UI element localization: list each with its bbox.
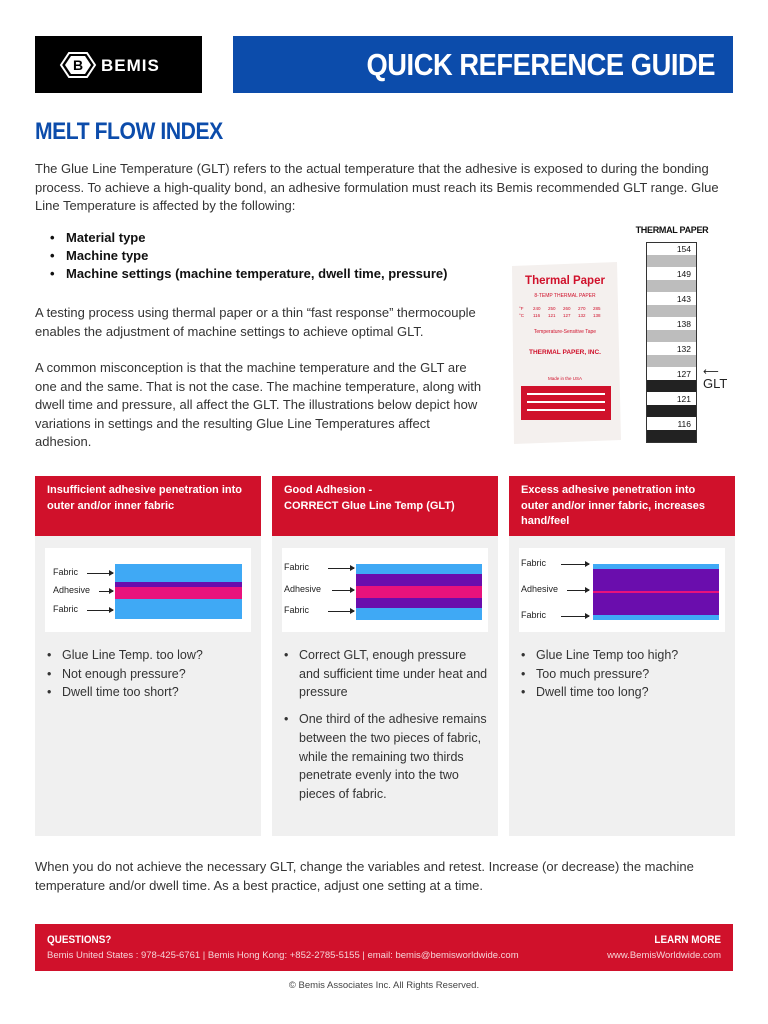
list-item: • Glue Line Temp. too low? (47, 646, 251, 665)
card-heading-line: Good Adhesion - (284, 484, 373, 496)
fabric-layer (593, 615, 719, 620)
footer-contact-info: Bemis United States : 978-425-6761 | Bemis Hong Kong: +852-2785-5155 | email: bemis@bemisworldwide.com (47, 950, 519, 961)
bemis-logo (35, 36, 202, 93)
thermal-strip (646, 242, 697, 443)
svg-text:THERMAL PAPER, INC.: THERMAL PAPER, INC. (529, 349, 601, 356)
svg-text:138: 138 (593, 313, 601, 318)
glt-indicator (703, 368, 727, 391)
adhesive-layer (115, 587, 242, 599)
card-heading (272, 476, 498, 536)
card-heading: Insufficient adhesive penetration into outer and/or inner fabric (35, 476, 261, 536)
fabric-layer (115, 564, 242, 582)
list-item: • One third of the adhesive remains between the two pieces of fabric, while the remaining two thirds penetrate evenly into the two pieces of fabric. (284, 710, 488, 804)
strip-cell-label: 127 (647, 368, 696, 380)
fabric-label: Fabric (284, 562, 310, 572)
arrow-right-icon (328, 611, 354, 612)
fabric-label: Fabric (284, 605, 310, 615)
svg-text:8-TEMP THERMAL PAPER: 8-TEMP THERMAL PAPER (534, 293, 596, 299)
list-item: • Correct GLT, enough pressure and sufficient time under heat and pressure (284, 646, 488, 702)
strip-cell-label: 138 (647, 318, 696, 330)
fabric-label: Fabric (521, 558, 547, 568)
strip-cell (647, 380, 696, 392)
testing-paragraph: A testing process using thermal paper or a thin “fast response” thermocouple enables the adjustment of machine settings to achieve optimal GLT. (35, 305, 476, 339)
svg-text:270: 270 (578, 306, 586, 311)
svg-text:116: 116 (533, 313, 541, 318)
strip-cell (647, 305, 696, 317)
fabric-layer (115, 599, 242, 619)
card-bullet-list (521, 646, 725, 702)
strip-cell-label: 132 (647, 343, 696, 355)
excess-penetration-card (509, 476, 735, 836)
card-heading: Excess adhesive penetration into outer and/or inner fabric, increases hand/feel (509, 476, 735, 536)
layer-diagram (45, 548, 251, 632)
fabric-label: Fabric (521, 610, 547, 620)
arrow-right-icon (567, 590, 589, 591)
svg-text:°C: °C (519, 313, 525, 318)
list-item: • Material type (48, 229, 447, 247)
adhesive-layer (356, 586, 482, 598)
thermal-strip-title: THERMAL PAPER (635, 225, 709, 235)
svg-text:121: 121 (548, 313, 556, 318)
factor-list (48, 229, 447, 283)
strip-cell (647, 280, 696, 292)
fabric-layer (356, 564, 482, 574)
svg-text:132: 132 (578, 313, 586, 318)
closing-paragraph: When you do not achieve the necessary GLT, change the variables and retest. Increase (or decrease) the machine temperature and/or dwell time. As a best practice, adjust one setting at a time. (35, 859, 694, 893)
strip-cell (647, 430, 696, 442)
footer-banner (35, 924, 733, 971)
layer-diagram (282, 548, 488, 632)
arrow-right-icon (87, 610, 113, 611)
left-arrow-icon: ⟵ (703, 366, 719, 378)
svg-text:127: 127 (563, 313, 571, 318)
svg-text:Temperature-Sensitive Tape: Temperature-Sensitive Tape (533, 329, 597, 335)
strip-cell-label: 121 (647, 393, 696, 405)
footer-website-link[interactable]: www.BemisWorldwide.com (607, 950, 721, 961)
adhesive-penetration-layer (593, 569, 719, 591)
fabric-layer (356, 608, 482, 620)
svg-text:240: 240 (533, 306, 541, 311)
footer-questions-heading: QUESTIONS? (47, 934, 112, 946)
fabric-label: Fabric (53, 567, 79, 577)
arrow-right-icon (328, 568, 354, 569)
strip-cell-label: 149 (647, 268, 696, 280)
misconception-paragraph: A common misconception is that the machine temperature and the GLT are one and the same. That is not the case. The machine temperature, along with dwell time and pressure, all affect the GLT. The illustrations below depict how variations in settings and the resulting Glue Line Temperatures affect adhesion. (35, 360, 482, 449)
list-item: • Glue Line Temp too high? (521, 646, 725, 665)
list-item: • Machine type (48, 247, 447, 265)
list-item: • Too much pressure? (521, 665, 725, 684)
good-adhesion-card (272, 476, 498, 836)
strip-cell-label: 154 (647, 243, 696, 255)
strip-cell (647, 405, 696, 417)
adhesive-penetration-layer (593, 593, 719, 615)
arrow-right-icon (561, 616, 589, 617)
arrow-right-icon (99, 591, 113, 592)
adhesive-penetration-layer (356, 598, 482, 608)
svg-text:260: 260 (563, 306, 571, 311)
adhesive-label: Adhesive (284, 584, 322, 594)
section-title: MELT FLOW INDEX (35, 118, 223, 145)
list-item: • Dwell time too long? (521, 683, 725, 702)
layer-diagram (519, 548, 725, 632)
adhesive-label: Adhesive (521, 584, 559, 594)
list-item: • Not enough pressure? (47, 665, 251, 684)
fabric-label: Fabric (53, 604, 79, 614)
strip-cell (647, 330, 696, 342)
glt-label: GLT (703, 376, 728, 391)
list-item: • Machine settings (machine temperature, dwell time, pressure) (48, 265, 447, 283)
svg-text:BEMIS: BEMIS (100, 55, 160, 75)
strip-cell (647, 355, 696, 367)
list-item: • Dwell time too short? (47, 683, 251, 702)
svg-text:250: 250 (548, 306, 556, 311)
strip-cell (647, 255, 696, 267)
svg-text:°F: °F (519, 306, 524, 311)
insufficient-penetration-card (35, 476, 261, 836)
bemis-logo-mark (57, 50, 181, 80)
arrow-right-icon (561, 564, 589, 565)
copyright-notice: © Bemis Associates Inc. All Rights Reserved. (288, 980, 480, 991)
strip-cell-label: 116 (647, 418, 696, 430)
svg-text:Made in the USA: Made in the USA (547, 376, 583, 381)
card-heading-line: CORRECT Glue Line Temp (GLT) (284, 499, 455, 512)
adhesive-label: Adhesive (53, 585, 91, 595)
card-bullet-list (284, 646, 488, 812)
strip-cell-label: 143 (647, 293, 696, 305)
intro-paragraph: The Glue Line Temperature (GLT) refers to the actual temperature that the adhesive is exposed to during the bonding process. To achieve a high-quality bond, an adhesive formulation must reach its Bemis recommended GLT range. Glue Line Temperature is affected by the following: (35, 161, 719, 213)
header-banner (233, 36, 733, 93)
arrow-right-icon (332, 590, 354, 591)
svg-text:B: B (72, 56, 83, 73)
arrow-right-icon (87, 573, 113, 574)
svg-text:Thermal Paper: Thermal Paper (525, 275, 605, 287)
thermal-paper-package-image (509, 262, 622, 444)
adhesive-penetration-layer (356, 574, 482, 586)
page-header-title: QUICK REFERENCE GUIDE (366, 46, 715, 82)
svg-text:285: 285 (593, 306, 601, 311)
footer-learn-more-heading: LEARN MORE (654, 934, 721, 946)
card-bullet-list (47, 646, 251, 702)
